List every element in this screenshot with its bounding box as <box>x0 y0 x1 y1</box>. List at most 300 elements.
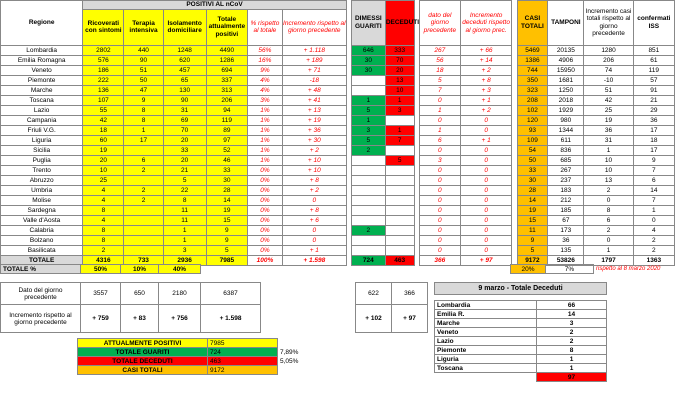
cell-inc-casi: 206 <box>584 55 633 65</box>
cell-tamponi: 1344 <box>548 125 584 135</box>
table-row <box>1 245 675 255</box>
cell-tamponi: 15950 <box>548 65 584 75</box>
header-terapia: Terapia intensiva <box>124 9 163 45</box>
table-row <box>1 55 675 65</box>
cell-iss: 2 <box>633 245 674 255</box>
table-row <box>1 115 675 125</box>
cell-dimessi: 5 <box>351 105 385 115</box>
cell-region: Sardegna <box>1 205 83 215</box>
cell-pct-totale: 0% <box>247 165 282 175</box>
cell-inc-casi: 19 <box>584 115 633 125</box>
totale-pct-note: rispetto al 8 marzo 2020 <box>596 266 661 272</box>
prev-ric: 3557 <box>81 283 121 305</box>
cell-inc-casi: 10 <box>584 165 633 175</box>
summary-row <box>78 366 338 375</box>
cell-casi-totali: 93 <box>517 125 548 135</box>
cell-deceduti <box>385 205 414 215</box>
cell-prev-day: 0 <box>419 245 460 255</box>
header-inc-casi: Incremento casi totali rispetto al giorno precedente <box>584 1 633 46</box>
cell-inc-casi: 25 <box>584 105 633 115</box>
cell-tamponi: 173 <box>548 225 584 235</box>
totale-pct-row <box>0 264 676 274</box>
cell-prev-day: 0 <box>419 165 460 175</box>
table-row <box>1 65 675 75</box>
cell-casi-totali: 350 <box>517 75 548 85</box>
cell-isolamento: 11 <box>163 215 206 225</box>
cell-region: Marche <box>1 85 83 95</box>
cell-dimessi <box>351 205 385 215</box>
cell-tamponi: 1929 <box>548 105 584 115</box>
totale-pct-ric: 50% <box>81 265 121 274</box>
cell-region: Molise <box>1 195 83 205</box>
cell-inc-casi: 42 <box>584 95 633 105</box>
cell-tamponi: 67 <box>548 215 584 225</box>
cell-totale-positivi: 97 <box>206 135 247 145</box>
cell-pct-totale: 1% <box>247 115 282 125</box>
deceduti-count: 2 <box>537 328 607 337</box>
table-row <box>1 135 675 145</box>
cell-prev-day: 267 <box>419 45 460 55</box>
cell-totale-positivi: 9 <box>206 235 247 245</box>
cell-prev-day: 0 <box>419 205 460 215</box>
cell-prev-day: 0 <box>419 175 460 185</box>
cell-inc-deceduti: + 8 <box>460 75 511 85</box>
header-pct-totale: % rispetto al totale <box>247 9 282 45</box>
cell-terapia <box>124 225 163 235</box>
cell-casi-totali: 28 <box>517 185 548 195</box>
cell-terapia: 47 <box>124 85 163 95</box>
cell-iss: 119 <box>633 65 674 75</box>
cell-tamponi: 36 <box>548 235 584 245</box>
deceduti-row <box>435 337 607 346</box>
cell-inc-deceduti: + 1 <box>460 95 511 105</box>
table-row <box>1 165 675 175</box>
cell-inc-casi: -10 <box>584 75 633 85</box>
table-row <box>1 225 675 235</box>
cell-terapia <box>124 235 163 245</box>
deceduti-row <box>435 346 607 355</box>
cell-ricoverati: 42 <box>83 115 124 125</box>
cell-terapia: 1 <box>124 125 163 135</box>
cell-isolamento: 1 <box>163 225 206 235</box>
table-row <box>1 235 675 245</box>
cell-prev-day: 18 <box>419 65 460 75</box>
cell-incremento: + 6 <box>282 215 346 225</box>
header-totale-positivi: Totale attualmente positivi <box>206 9 247 45</box>
cell-tamponi: 185 <box>548 205 584 215</box>
cell-prev-day: 0 <box>419 235 460 245</box>
prev-deceduti: 366 <box>392 283 428 305</box>
inc-iso: + 756 <box>159 305 201 333</box>
summary-label: CASI TOTALI <box>78 366 208 375</box>
cell-dimessi: 1 <box>351 95 385 105</box>
cell-prev-day: 0 <box>419 225 460 235</box>
cell-inc-casi: 0 <box>584 235 633 245</box>
cell-incremento: + 41 <box>282 95 346 105</box>
cell-isolamento: 11 <box>163 205 206 215</box>
cell-iss: 17 <box>633 145 674 155</box>
deceduti-region: Veneto <box>435 328 537 337</box>
table-row <box>1 95 675 105</box>
cell-prev-day: 0 <box>419 185 460 195</box>
cell-isolamento: 90 <box>163 95 206 105</box>
cell-incremento: + 8 <box>282 205 346 215</box>
header-regione: Regione <box>1 1 83 46</box>
cell-deceduti: 13 <box>385 75 414 85</box>
cell-tamponi: 611 <box>548 135 584 145</box>
cell-totale-positivi: 1286 <box>206 55 247 65</box>
cell-incremento: + 48 <box>282 85 346 95</box>
cell-terapia: 8 <box>124 115 163 125</box>
cell-deceduti: 70 <box>385 55 414 65</box>
header-incremento: Incremento rispetto al giorno precedente <box>282 9 346 45</box>
cell-incremento: + 2 <box>282 145 346 155</box>
cell-incremento: + 30 <box>282 135 346 145</box>
cell-isolamento: 457 <box>163 65 206 75</box>
cell-casi-totali: 11 <box>517 225 548 235</box>
cell-tamponi: 836 <box>548 145 584 155</box>
header-positivi-group: POSITIVI AL nCoV <box>83 1 346 10</box>
cell-tamponi: 267 <box>548 165 584 175</box>
cell-terapia <box>124 145 163 155</box>
cell-dimessi: 2 <box>351 225 385 235</box>
cell-iss: 2 <box>633 235 674 245</box>
summary-label: ATTUALMENTE POSITIVI <box>78 339 208 348</box>
cell-totale-positivi: 14 <box>206 195 247 205</box>
cell-deceduti: 7 <box>385 135 414 145</box>
cell-iss: 0 <box>633 215 674 225</box>
summary-pct: 5,05% <box>280 357 299 365</box>
cell-deceduti: 20 <box>385 65 414 75</box>
cell-inc-casi: 2 <box>584 225 633 235</box>
cell-iss: 7 <box>633 195 674 205</box>
cell-isolamento: 1248 <box>163 45 206 55</box>
prev-label: Dato del giorno precedente <box>1 283 81 305</box>
table-row <box>1 155 675 165</box>
cell-prev-day: 1 <box>419 125 460 135</box>
summary-value: 7985 <box>208 339 278 348</box>
cell-deceduti: 3 <box>385 105 414 115</box>
table-row <box>1 205 675 215</box>
cell-tamponi: 1681 <box>548 75 584 85</box>
deceduti-region: Emilia R. <box>435 310 537 319</box>
cell-inc-deceduti: + 2 <box>460 105 511 115</box>
cell-prev-day: 3 <box>419 155 460 165</box>
deceduti-box <box>434 282 607 382</box>
cell-prev-day: 366 <box>419 255 460 265</box>
table-row <box>1 105 675 115</box>
cell-terapia: 90 <box>124 55 163 65</box>
cell-inc-deceduti: 0 <box>460 175 511 185</box>
cell-pct-totale: 1% <box>247 155 282 165</box>
inc-ric: + 759 <box>81 305 121 333</box>
cell-tamponi: 20135 <box>548 45 584 55</box>
cell-dimessi: 1 <box>351 115 385 125</box>
cell-casi-totali: 15 <box>517 215 548 225</box>
cell-isolamento: 130 <box>163 85 206 95</box>
deceduti-count: 8 <box>537 346 607 355</box>
cell-terapia: 17 <box>124 135 163 145</box>
cell-prev-day: 6 <box>419 135 460 145</box>
cell-tamponi: 183 <box>548 185 584 195</box>
cell-inc-casi: 6 <box>584 215 633 225</box>
cell-terapia <box>124 205 163 215</box>
cell-deceduti: 10 <box>385 85 414 95</box>
cell-ricoverati: 55 <box>83 105 124 115</box>
cell-incremento: + 189 <box>282 55 346 65</box>
cell-inc-deceduti: 0 <box>460 115 511 125</box>
cell-incremento: + 71 <box>282 65 346 75</box>
cell-pct-totale: 0% <box>247 175 282 185</box>
cell-pct-totale: 0% <box>247 195 282 205</box>
cell-incremento: + 19 <box>282 115 346 125</box>
cell-prev-day: 1 <box>419 105 460 115</box>
deceduti-row <box>435 355 607 364</box>
cell-isolamento: 69 <box>163 115 206 125</box>
header-prev-day: dato del giorno precedente <box>419 1 460 46</box>
cell-iss: 21 <box>633 95 674 105</box>
cell-inc-deceduti: + 3 <box>460 85 511 95</box>
cell-ricoverati: 4 <box>83 195 124 205</box>
cell-casi-totali: 744 <box>517 65 548 75</box>
cell-inc-casi: 1 <box>584 145 633 155</box>
cell-inc-casi: 51 <box>584 85 633 95</box>
cell-totale-positivi: 52 <box>206 145 247 155</box>
cell-ricoverati: 25 <box>83 175 124 185</box>
cell-region: Campania <box>1 115 83 125</box>
cell-tamponi: 212 <box>548 195 584 205</box>
cell-iss: 6 <box>633 175 674 185</box>
cell-incremento: + 10 <box>282 165 346 175</box>
header-ricoverati: Ricoverati con sintomi <box>83 9 124 45</box>
cell-terapia: 440 <box>124 45 163 55</box>
cell-isolamento: 8 <box>163 195 206 205</box>
cell-ricoverati: 8 <box>83 235 124 245</box>
prev-day-table <box>0 282 261 333</box>
inc-ti: + 83 <box>121 305 159 333</box>
deceduti-row <box>435 328 607 337</box>
cell-ricoverati: 8 <box>83 225 124 235</box>
cell-inc-deceduti: 0 <box>460 185 511 195</box>
cell-inc-deceduti: 0 <box>460 125 511 135</box>
cell-isolamento: 33 <box>163 145 206 155</box>
cell-prev-day: 0 <box>419 145 460 155</box>
header-dimessi: DIMESSI GUARITI <box>351 1 385 46</box>
cell-totale-positivi: 119 <box>206 115 247 125</box>
cell-terapia <box>124 215 163 225</box>
cell-inc-casi: 31 <box>584 135 633 145</box>
cell-totale-positivi: 15 <box>206 215 247 225</box>
cell-inc-deceduti: + 2 <box>460 65 511 75</box>
cell-totale-positivi: 7985 <box>206 255 247 265</box>
cell-dimessi: 5 <box>351 135 385 145</box>
cell-pct-totale: 0% <box>247 235 282 245</box>
cell-terapia: 733 <box>124 255 163 265</box>
header-isolamento: Isolamento domiciliare <box>163 9 206 45</box>
summary-value: 724 <box>208 348 278 357</box>
cell-region: Lombardia <box>1 45 83 55</box>
cell-dimessi <box>351 245 385 255</box>
cell-totale-positivi: 4490 <box>206 45 247 55</box>
cell-ricoverati: 4316 <box>83 255 124 265</box>
cell-prev-day: 0 <box>419 215 460 225</box>
cell-iss: 29 <box>633 105 674 115</box>
cell-ricoverati: 136 <box>83 85 124 95</box>
cell-casi-totali: 33 <box>517 165 548 175</box>
cell-ricoverati: 4 <box>83 185 124 195</box>
cell-dimessi <box>351 235 385 245</box>
cell-iss: 7 <box>633 165 674 175</box>
cell-region: Bolzano <box>1 235 83 245</box>
cell-ricoverati: 20 <box>83 155 124 165</box>
deceduti-count: 66 <box>537 301 607 310</box>
cell-tamponi: 1250 <box>548 85 584 95</box>
cell-inc-deceduti: + 66 <box>460 45 511 55</box>
table-row <box>1 75 675 85</box>
summary-label: TOTALE DECEDUTI <box>78 357 208 366</box>
deceduti-region: Lombardia <box>435 301 537 310</box>
cell-isolamento: 20 <box>163 155 206 165</box>
deceduti-count: 1 <box>537 355 607 364</box>
cell-incremento: + 8 <box>282 175 346 185</box>
cell-tamponi: 135 <box>548 245 584 255</box>
cell-isolamento: 620 <box>163 55 206 65</box>
cell-pct-totale: 9% <box>247 65 282 75</box>
cell-pct-totale: 1% <box>247 145 282 155</box>
cell-tamponi: 685 <box>548 155 584 165</box>
cell-dimessi: 30 <box>351 55 385 65</box>
prev-ti: 650 <box>121 283 159 305</box>
cell-incremento: 0 <box>282 235 346 245</box>
cell-tamponi: 237 <box>548 175 584 185</box>
cell-casi-totali: 54 <box>517 145 548 155</box>
cell-pct-totale: 1% <box>247 125 282 135</box>
cell-deceduti <box>385 115 414 125</box>
cell-totale-positivi: 337 <box>206 75 247 85</box>
header-iss: confermati ISS <box>633 1 674 46</box>
cell-ricoverati: 576 <box>83 55 124 65</box>
cell-inc-deceduti: 0 <box>460 215 511 225</box>
prev-guariti: 622 <box>356 283 392 305</box>
summary-row <box>78 339 338 348</box>
cell-casi-totali: 323 <box>517 85 548 95</box>
cell-region: Valle d'Aosta <box>1 215 83 225</box>
cell-isolamento: 65 <box>163 75 206 85</box>
table-row <box>1 175 675 185</box>
cell-isolamento: 5 <box>163 175 206 185</box>
cell-deceduti <box>385 145 414 155</box>
cell-dimessi: 646 <box>351 45 385 55</box>
cell-dimessi <box>351 165 385 175</box>
table-row <box>1 215 675 225</box>
cell-isolamento: 20 <box>163 135 206 145</box>
cell-totale-positivi: 9 <box>206 225 247 235</box>
cell-ricoverati: 4 <box>83 215 124 225</box>
cell-incremento: -18 <box>282 75 346 85</box>
summary-pct: 7,89% <box>280 348 299 356</box>
cell-prev-day: 7 <box>419 85 460 95</box>
deceduti-row <box>435 364 607 373</box>
cell-inc-casi: 8 <box>584 205 633 215</box>
cell-totale-positivi: 33 <box>206 165 247 175</box>
prev-iso: 2180 <box>159 283 201 305</box>
totale-pct-iso: 40% <box>159 265 201 274</box>
deceduti-region: Lazio <box>435 337 537 346</box>
table-body <box>1 45 675 265</box>
cell-iss: 18 <box>633 135 674 145</box>
cell-totale-positivi: 89 <box>206 125 247 135</box>
cell-terapia <box>124 175 163 185</box>
summary-label: TOTALE GUARITI <box>78 348 208 357</box>
prev-tot: 6387 <box>201 283 261 305</box>
cell-ricoverati: 222 <box>83 75 124 85</box>
cell-dimessi <box>351 155 385 165</box>
prev-guariti-table <box>355 282 428 333</box>
cell-casi-totali: 5 <box>517 245 548 255</box>
cell-casi-totali: 30 <box>517 175 548 185</box>
table-row <box>1 45 675 55</box>
cell-terapia: 2 <box>124 195 163 205</box>
cell-deceduti <box>385 215 414 225</box>
cell-incremento: 0 <box>282 225 346 235</box>
totale-pct-tamp: 7% <box>546 265 594 274</box>
cell-inc-deceduti: + 97 <box>460 255 511 265</box>
cell-terapia <box>124 245 163 255</box>
deceduti-region: Piemonte <box>435 346 537 355</box>
cell-casi-totali: 50 <box>517 155 548 165</box>
cell-casi-totali: 5469 <box>517 45 548 55</box>
cell-region: TOTALE <box>1 255 83 265</box>
deceduti-box-total: 97 <box>537 373 607 382</box>
cell-inc-deceduti: 0 <box>460 195 511 205</box>
cell-inc-casi: 10 <box>584 155 633 165</box>
cell-ricoverati: 8 <box>83 205 124 215</box>
cell-pct-totale: 0% <box>247 245 282 255</box>
summary-pct <box>278 339 338 348</box>
cell-iss: 36 <box>633 115 674 125</box>
totale-pct-casi: 20% <box>511 265 546 274</box>
deceduti-count: 1 <box>537 364 607 373</box>
totale-pct-ti: 10% <box>121 265 159 274</box>
cell-pct-totale: 1% <box>247 135 282 145</box>
cell-dimessi: 2 <box>351 145 385 155</box>
cell-pct-totale: 4% <box>247 75 282 85</box>
cell-tamponi: 4906 <box>548 55 584 65</box>
cell-region: Sicilia <box>1 145 83 155</box>
cell-deceduti <box>385 165 414 175</box>
deceduti-region: Marche <box>435 319 537 328</box>
cell-inc-deceduti: 0 <box>460 245 511 255</box>
cell-isolamento: 1 <box>163 235 206 245</box>
deceduti-region: Toscana <box>435 364 537 373</box>
table-row <box>1 145 675 155</box>
cell-iss: 91 <box>633 85 674 95</box>
cell-terapia: 8 <box>124 105 163 115</box>
cell-prev-day: 5 <box>419 75 460 85</box>
cell-dimessi <box>351 75 385 85</box>
cell-dimessi: 3 <box>351 125 385 135</box>
cell-region: Liguria <box>1 135 83 145</box>
table-row <box>1 195 675 205</box>
header-casi-totali: CASI TOTALI <box>517 1 548 46</box>
cell-region: Veneto <box>1 65 83 75</box>
cell-inc-deceduti: 0 <box>460 225 511 235</box>
cell-region: Basilicata <box>1 245 83 255</box>
cell-pct-totale: 0% <box>247 215 282 225</box>
cell-inc-casi: 13 <box>584 175 633 185</box>
cell-inc-casi: 1280 <box>584 45 633 55</box>
table-row <box>1 125 675 135</box>
